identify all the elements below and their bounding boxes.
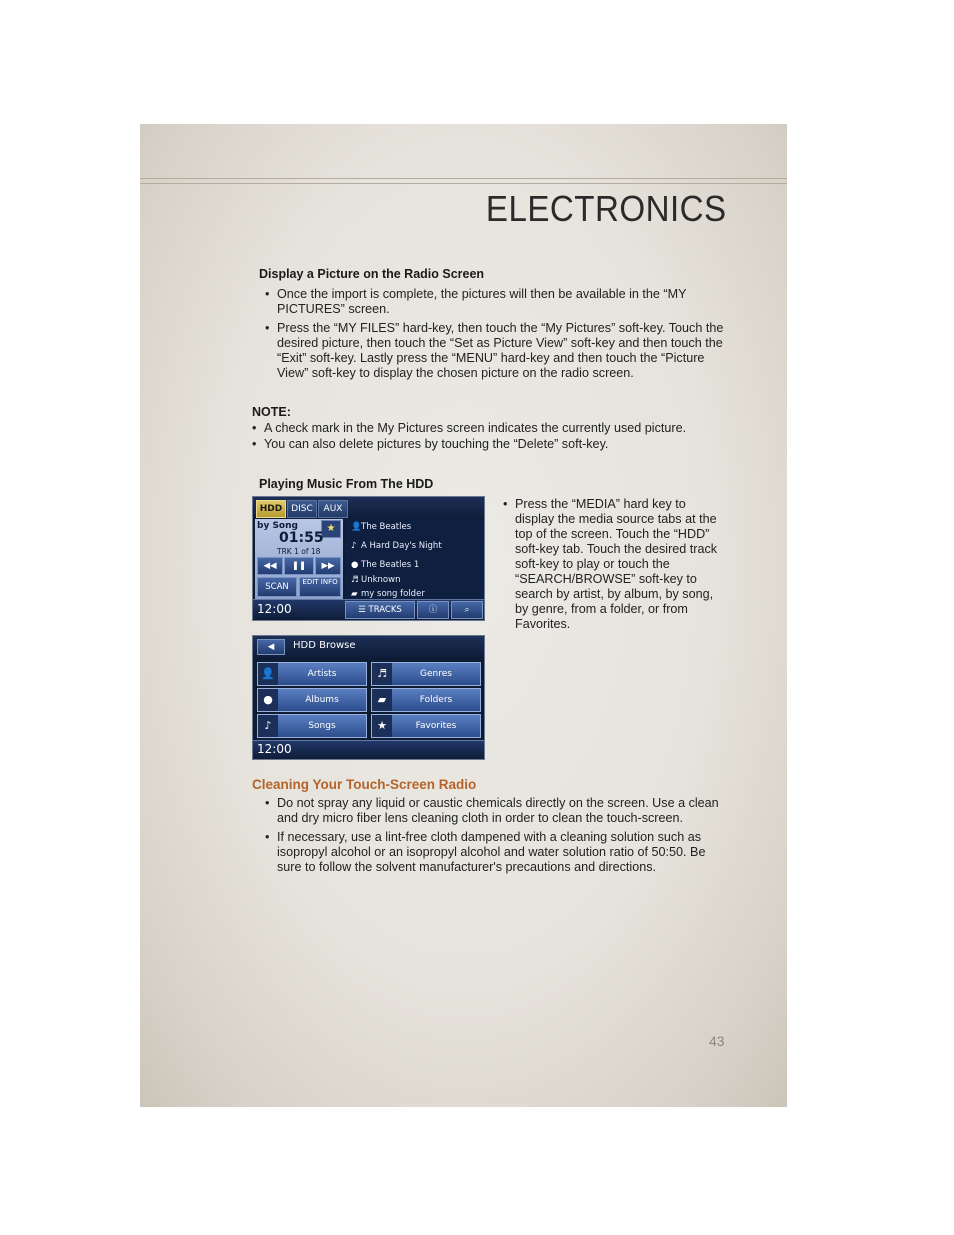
pause-icon[interactable]: ❚❚ (284, 557, 314, 575)
clock: 12:00 (257, 602, 292, 616)
page-number: 43 (709, 1033, 725, 1049)
page-title: ELECTRONICS (486, 188, 727, 229)
list-item: ● The Beatles 1 (351, 560, 420, 570)
artist-icon: 👤 (351, 522, 362, 532)
section-heading-playing-music: Playing Music From The HDD (259, 477, 434, 491)
list-item: ♬ Unknown (351, 575, 401, 585)
favorites-button[interactable]: ★ Favorites (371, 714, 481, 738)
screen2-bottom-bar (253, 740, 484, 759)
list-item: • Do not spray any liquid or caustic chemicals directly on the screen. Use a clean and dry micro fiber lens cleaning cloth in order to clean the touch-screen. (265, 796, 730, 826)
radio-screen-hdd-browse (252, 635, 485, 760)
list-icon: ☰ (358, 605, 369, 615)
list-item: ♪ A Hard Day's Night (351, 541, 442, 551)
songs-button[interactable]: ♪ Songs (257, 714, 367, 738)
list-item: • Press the “MEDIA” hard key to display the media source tabs at the top of the screen. Touch the “HDD” soft-key tab. Touch the desired track soft-key to play or touch the “SEARCH/BROWSE” soft-key to search by artist, by album, by song, by genre, from a folder, or from Favorites. (503, 497, 725, 632)
elapsed-time: 01:55 (279, 530, 324, 546)
browse-title: HDD Browse (293, 640, 356, 651)
album-icon: ● (351, 560, 359, 570)
disc-icon: ● (258, 689, 278, 711)
list-item: • Once the import is complete, the pictures will then be available in the “MY PICTURES” screen. (265, 287, 730, 317)
edit-info-button[interactable]: EDIT INFO (299, 577, 341, 597)
section-heading-cleaning: Cleaning Your Touch-Screen Radio (252, 777, 477, 792)
section-heading-display-picture: Display a Picture on the Radio Screen (259, 267, 485, 281)
browse-header (253, 636, 484, 658)
fast-forward-icon[interactable]: ▶▶ (315, 557, 341, 575)
cleaning-list (265, 796, 730, 879)
folder-icon: ▰ (351, 589, 358, 599)
tracks-button[interactable]: ☰ TRACKS (345, 601, 415, 619)
song-icon: ♪ (351, 541, 357, 551)
screen1-bottom-bar (253, 599, 484, 620)
artist-icon: 👤 (258, 663, 278, 685)
genres-button[interactable]: ♬ Genres (371, 662, 481, 686)
favorite-star-icon: ★ (372, 715, 392, 737)
now-playing-pane (255, 519, 343, 599)
clock: 12:00 (257, 742, 292, 756)
tab-hdd[interactable]: HDD (256, 500, 286, 518)
music-note-icon: ♪ (258, 715, 278, 737)
note-label: NOTE: (252, 405, 291, 419)
list-item: ▰ my song folder (351, 589, 425, 599)
note-list (252, 421, 692, 456)
rewind-icon[interactable]: ◀◀ (257, 557, 283, 575)
albums-button[interactable]: ● Albums (257, 688, 367, 712)
mode-label: by Song (257, 521, 298, 531)
header-rule-top (140, 178, 787, 179)
track-info-list (345, 519, 484, 599)
display-picture-list (265, 287, 730, 385)
folders-button[interactable]: ▰ Folders (371, 688, 481, 712)
guitar-icon: ♬ (372, 663, 392, 685)
list-item: • If necessary, use a lint-free cloth dampened with a cleaning solution such as isopropyl alcohol or an isopropyl alcohol and water solution ratio of 50:50. Be sure to follow the solvent manufacturer's precautions and directions. (265, 830, 730, 875)
list-item: • You can also delete pictures by touching the “Delete” soft-key. (252, 437, 692, 452)
list-item: • Press the “MY FILES” hard-key, then touch the “My Pictures” soft-key. Touch the desired picture, then touch the “Set as Picture View” soft-key and then touch the “Exit” soft-key. Lastly press the “MENU” hard-key and then touch the “Picture View” soft-key to display the chosen picture on the radio screen. (265, 321, 730, 381)
artists-button[interactable]: 👤 Artists (257, 662, 367, 686)
genre-icon: ♬ (351, 575, 359, 585)
radio-screen-now-playing (252, 496, 485, 621)
back-arrow-icon[interactable]: ◀ (257, 639, 285, 655)
tab-aux[interactable]: AUX (318, 500, 348, 518)
favorite-star-icon[interactable]: ★ (321, 520, 341, 538)
tab-disc[interactable]: DISC (287, 500, 317, 518)
playing-music-list (503, 497, 725, 636)
track-counter: TRK 1 of 18 (277, 547, 321, 556)
folder-icon: ▰ (372, 689, 392, 711)
info-icon[interactable]: ⓘ (417, 601, 449, 619)
search-icon[interactable]: ⌕ (451, 601, 483, 619)
list-item: 👤The Beatles (351, 522, 412, 532)
header-rule-bottom (140, 183, 787, 184)
scan-button[interactable]: SCAN (257, 577, 297, 597)
list-item: • A check mark in the My Pictures screen indicates the currently used picture. (252, 421, 692, 436)
media-tab-bar (253, 497, 484, 519)
